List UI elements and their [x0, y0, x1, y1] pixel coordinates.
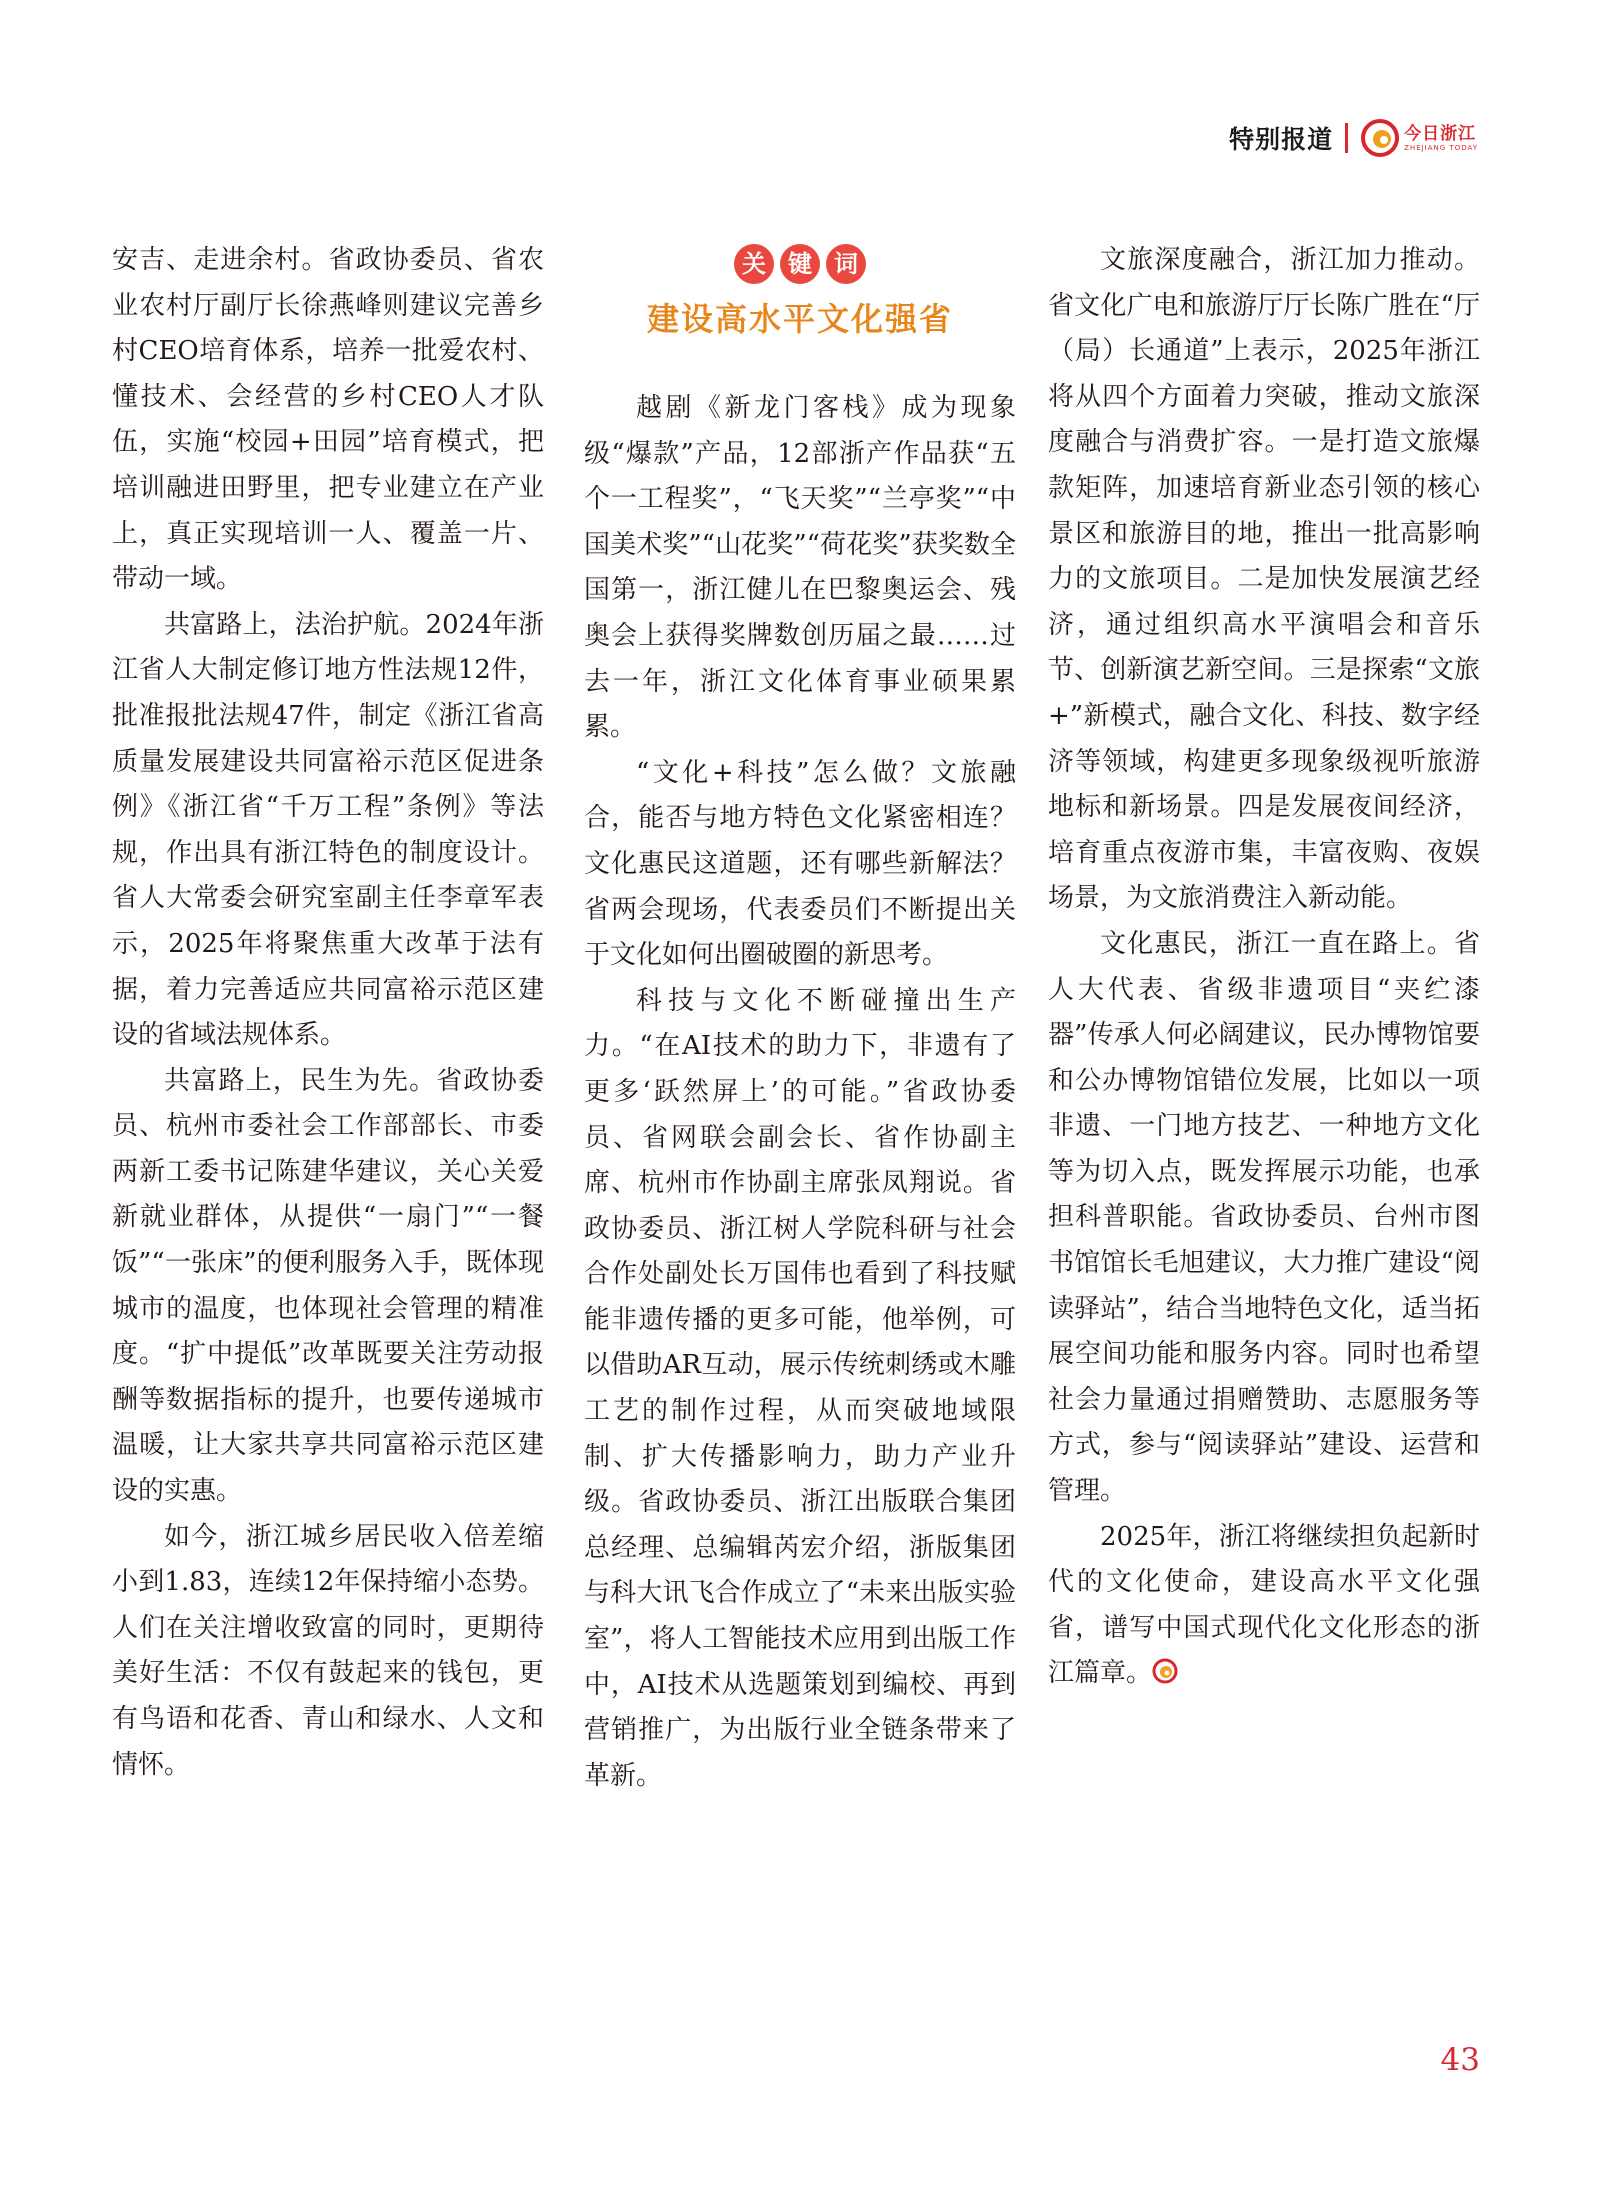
keyword-char: 关: [734, 244, 774, 284]
column-left: [112, 238, 544, 1788]
keyword-box: [584, 238, 1016, 386]
page-number: 43: [1440, 2042, 1480, 2078]
keyword-char: 词: [826, 244, 866, 284]
keyword-char: 键: [780, 244, 820, 284]
paragraph: “文化+科技”怎么做？文旅融合，能否与地方特色文化紧密相连？文化惠民这道题，还有哪些新解法？省两会现场，代表委员们不断提出关于文化如何出圈破圈的新思考。: [584, 757, 1016, 971]
paragraph: 共富路上，法治护航。2024年浙江省人大制定修订地方性法规12件，批准报批法规47件，制定《浙江省高质量发展建设共同富裕示范区促进条例》《浙江省“千万工程”条例》等法规，作出具有浙江特色的制度设计。省人大常委会研究室副主任李章军表示，2025年将聚焦重大改革于法有据，着力完善适应共同富裕示范区建设的省域法规体系。: [112, 609, 544, 1051]
paragraph: 共富路上，民生为先。省政协委员、杭州市委社会工作部部长、市委两新工委书记陈建华建议，关心关爱新就业群体，从提供“一扇门”“一餐饭”“一张床”的便利服务入手，既体现城市的温度，也体现社会管理的精准度。“扩中提低”改革既要关注劳动报酬等数据指标的提升，也要传递城市温暖，让大家共享共同富裕示范区建设的实惠。: [112, 1065, 544, 1507]
paragraph: 科技与文化不断碰撞出生产力。“在AI技术的助力下，非遗有了更多‘跃然屏上’的可能。”省政协委员、省网联会副会长、省作协副主席、杭州市作协副主席张凤翔说。省政协委员、浙江树人学院科研与社会合作处副处长万国伟也看到了科技赋能非遗传播的更多可能，他举例，可以借助AR互动，展示传统刺绣或木雕工艺的制作过程，从而突破地域限制、扩大传播影响力，助力产业升级。省政协委员、浙江出版联合集团总经理、总编辑芮宏介绍，浙版集团与科大讯飞合作成立了“未来出版实验室”，将人工智能技术应用到出版工作中，AI技术从选题策划到编校、再到营销推广，为出版行业全链条带来了革新。: [584, 985, 1016, 1791]
section-label: 特别报道: [1229, 125, 1334, 154]
paragraph: 文化惠民，浙江一直在路上。省人大代表、省级非遗项目“夹纻漆器”传承人何必阔建议，民办博物馆要和公办博物馆错位发展，比如以一项非遗、一门地方技艺、一种地方文化等为切入点，既发挥展示功能，也承担科普职能。省政协委员、台州市图书馆馆长毛旭建议，大力推广建设“阅读驿站”，结合当地特色文化，适当拓展空间功能和服务内容。同时也希望社会力量通过捐赠赞助、志愿服务等方式，参与“阅读驿站”建设、运营和管理。: [1048, 928, 1480, 1507]
logo-text-cn: 今日浙江: [1404, 123, 1477, 144]
paragraph: 如今，浙江城乡居民收入倍差缩小到1.83，连续12年保持缩小态势。人们在关注增收致富的同时，更期待美好生活：不仅有鼓起来的钱包，更有鸟语和花香、青山和绿水、人文和情怀。: [112, 1521, 544, 1780]
paragraph: 文旅深度融合，浙江加力推动。省文化广电和旅游厅厅长陈广胜在“厅（局）长通道”上表示，2025年浙江将从四个方面着力突破，推动文旅深度融合与消费扩容。一是打造文旅爆款矩阵，加速培育新业态引领的核心景区和旅游目的地，推出一批高影响力的文旅项目。二是加快发展演艺经济，通过组织高水平演唱会和音乐节、创新演艺新空间。三是探索“文旅+”新模式，融合文化、科技、数字经济等领域，构建更多现象级视听旅游地标和新场景。四是发展夜间经济，培育重点夜游市集，丰富夜购、夜娱场景，为文旅消费注入新动能。: [1048, 245, 1480, 914]
paragraph: 越剧《新龙门客栈》成为现象级“爆款”产品，12部浙产作品获“五个一工程奖”，“飞天奖”“兰亭奖”“中国美术奖”“山花奖”“荷花奖”获奖数全国第一，浙江健儿在巴黎奥运会、残奥会上获得奖牌数创历届之最……过去一年，浙江文化体育事业硕果累累。: [584, 393, 1016, 743]
paragraph-last: [1048, 1515, 1480, 1697]
keyword-title: 建设高水平文化强省: [646, 300, 953, 338]
logo-swirl-icon: [1360, 118, 1400, 158]
magazine-logo: [1360, 118, 1478, 158]
logo-text-en: ZHEJIANG TODAY: [1404, 143, 1478, 152]
end-mark-icon: [1152, 1658, 1178, 1684]
paragraph-text: 2025年，浙江将继续担负起新时代的文化使命，建设高水平文化强省，谱写中国式现代化文化形态的浙江篇章。: [1048, 1521, 1480, 1689]
header-divider: [1345, 123, 1348, 153]
page-header: [1229, 118, 1478, 158]
column-middle: [584, 238, 1016, 1799]
paragraph: 安吉、走进余村。省政协委员、省农业农村厅副厅长徐燕峰则建议完善乡村CEO培育体系，培养一批爱农村、懂技术、会经营的乡村CEO人才队伍，实施“校园+田园”培育模式，把培训融进田野里，把专业建立在产业上，真正实现培训一人、覆盖一片、带动一域。: [112, 245, 544, 595]
column-right: [1048, 238, 1480, 1697]
